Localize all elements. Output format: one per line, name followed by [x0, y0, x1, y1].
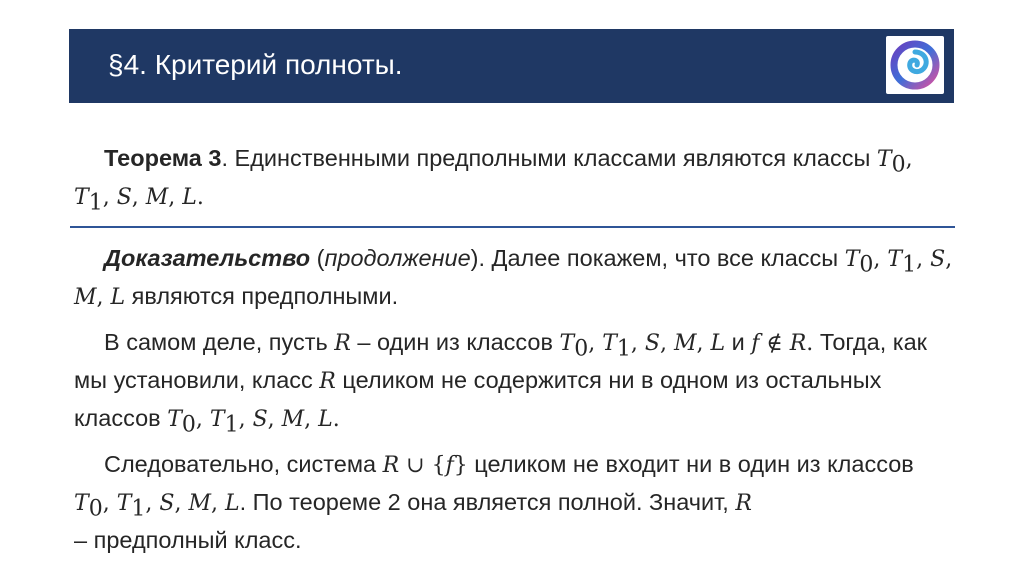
proof-paragraph: Доказательство (продолжение). Далее покажем, что все классы $T_0$, $T_1$, S, M, L являются предполными. — [74, 245, 953, 310]
proof-paren: продолжение — [324, 245, 471, 271]
page-title: §4. Критерий полноты. — [108, 49, 403, 80]
logo — [886, 36, 944, 94]
swirl-logo-icon — [890, 40, 940, 90]
divider-line — [70, 226, 955, 228]
header-bar — [69, 29, 954, 103]
theorem-text: . Единственными предполными классами являются классы — [221, 145, 877, 171]
theorem-paragraph: Теорема 3. Единственными предполными классами являются классы $T_0$, $T_1$, S, M, L. — [74, 145, 913, 216]
theorem-label: Теорема 3 — [104, 145, 222, 171]
paragraph-3: Следовательно, система R ∪ {f} целиком не входит ни в один из классов $T_0$, $T_1$, S, M, L. По теореме 2 она является полной. Значит, R – предполный класс. — [74, 451, 914, 553]
paragraph-2: В самом деле, пусть R – один из классов $T_0$, $T_1$, S, M, L и f ∉ R. Тогда, как мы установили, класс R целиком не содержится ни в одном из остальных классов $T_0$, $T_1$, S, M, L. — [74, 329, 927, 438]
slide-content — [74, 140, 954, 558]
proof-label: Доказательство — [104, 245, 311, 271]
